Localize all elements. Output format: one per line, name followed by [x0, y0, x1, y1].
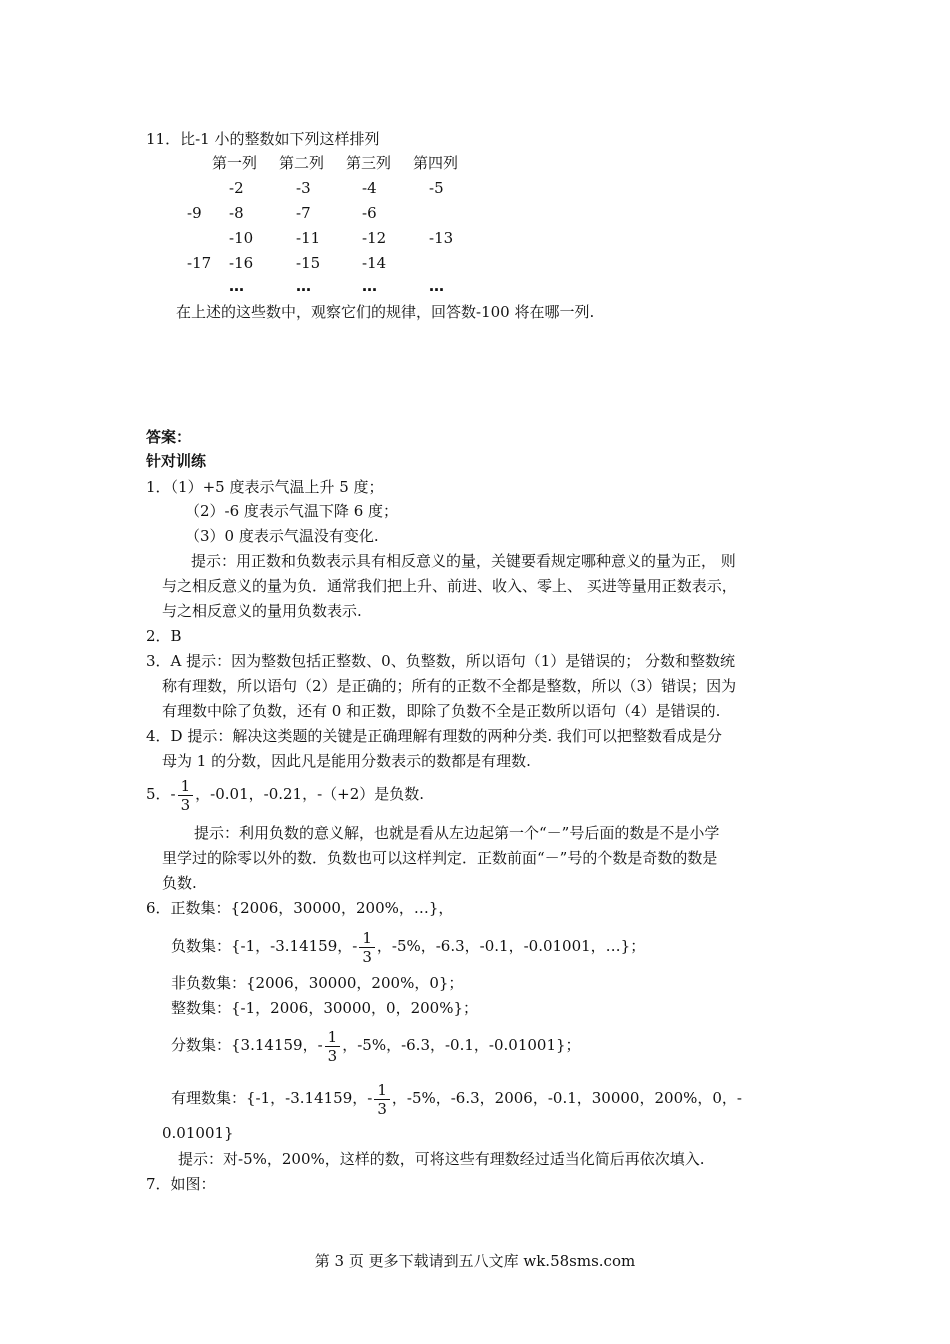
- answer-6-rational-set: [171, 1077, 742, 1119]
- answers-heading: 答案：: [146, 428, 192, 446]
- table-cell: -4: [362, 179, 377, 197]
- answer-6-text: ，-5%，-6.3，2006，-0.1，30000，200%，0，-: [391, 1089, 742, 1107]
- table-cell: -14: [362, 254, 387, 272]
- table-cell: -6: [362, 204, 377, 222]
- answer-1-line: 1．（1）+5 度表示气温上升 5 度；: [146, 478, 384, 496]
- table-cell: -2: [229, 179, 244, 197]
- fraction-denominator: 3: [180, 795, 191, 814]
- answer-2: 2．B: [146, 627, 182, 645]
- table-cell: -16: [229, 254, 254, 272]
- fraction-one-third: [325, 1028, 341, 1065]
- page-footer: 第 3 页 更多下载请到五八文库 wk.58sms.com: [314, 1252, 636, 1270]
- fraction-numerator: 1: [178, 777, 194, 796]
- answer-6-positive-set: 6．正数集：{2006，30000，200%，…}，: [146, 899, 454, 917]
- fraction-denominator: 3: [362, 947, 372, 966]
- table-cell: -11: [296, 229, 321, 247]
- table-cell: …: [362, 277, 377, 295]
- fraction-denominator: 3: [377, 1099, 387, 1118]
- table-cell: …: [296, 277, 311, 295]
- answers-subheading: 针对训练: [146, 452, 207, 470]
- q11-title: 11．比-1 小的整数如下列这样排列: [146, 130, 380, 148]
- answer-5-hint: 里学过的除零以外的数．负数也可以这样判定．正数前面“－”号的个数是奇数的数是: [162, 849, 718, 867]
- answer-3-line: 有理数中除了负数，还有 0 和正数，即除了负数不全是正数所以语句（4）是错误的.: [162, 702, 721, 720]
- answer-4-line: 母为 1 的分数，因此凡是能用分数表示的数都是有理数.: [162, 752, 531, 770]
- fraction-denominator: 3: [327, 1046, 338, 1065]
- table-cell: -17: [187, 254, 212, 272]
- answer-5-hint: 负数.: [162, 874, 197, 892]
- answer-1-hint: 与之相反意义的量为负．通常我们把上升、前进、收入、零上、 买进等量用正数表示，: [162, 577, 737, 595]
- table-header: 第一列: [212, 154, 258, 172]
- answer-5-hint: 提示：利用负数的意义解，也就是看从左边起第一个“－”号后面的数是不是小学: [194, 824, 720, 842]
- table-header: 第三列: [346, 154, 392, 172]
- fraction-one-third: [374, 1081, 390, 1118]
- answer-1-line: （2）-6 度表示气温下降 6 度；: [185, 502, 399, 520]
- answer-1-line: （3）0 度表示气温没有变化.: [185, 527, 379, 545]
- fraction-one-third: [178, 777, 194, 814]
- answer-6-hint: 提示：对-5%，200%，这样的数，可将这些有理数经过适当化简后再依次填入.: [178, 1150, 705, 1168]
- answer-6-nonnegative-set: 非负数集：{2006，30000，200%，0}；: [171, 974, 464, 992]
- answer-6-fraction-set: [171, 1024, 581, 1066]
- fraction-one-third: [359, 929, 375, 966]
- answer-1-hint: 提示：用正数和负数表示具有相反意义的量，关键要看规定哪种意义的量为正， 则: [191, 552, 736, 570]
- q11-question: 在上述的这些数中，观察它们的规律，回答数-100 将在哪一列.: [176, 303, 595, 321]
- table-cell: -10: [229, 229, 254, 247]
- answer-4-line: 4．D 提示：解决这类题的关键是正确理解有理数的两种分类. 我们可以把整数看成是分: [146, 727, 722, 745]
- table-header: 第四列: [413, 154, 459, 172]
- table-cell: -13: [429, 229, 454, 247]
- answer-6-text: ，-5%，-6.3，-0.1，-0.01001，…}；: [376, 937, 646, 955]
- answer-6-text: 有理数集：{-1，-3.14159，-: [171, 1089, 373, 1107]
- answer-1-hint: 与之相反意义的量用负数表示.: [162, 602, 362, 620]
- answer-5-prefix: 5．-: [146, 785, 176, 803]
- answer-3-line: 3．A 提示：因为整数包括正整数、0、负整数，所以语句（1）是错误的； 分数和整数统: [146, 652, 736, 670]
- table-cell: …: [229, 277, 244, 295]
- fraction-numerator: 1: [374, 1081, 390, 1100]
- answer-6-negative-set: [171, 925, 645, 967]
- table-cell: -9: [187, 204, 202, 222]
- answer-6-integer-set: 整数集：{-1，2006，30000，0，200%}；: [171, 999, 479, 1017]
- answer-6-rational-set-cont: 0.01001}: [162, 1124, 234, 1142]
- answer-3-line: 称有理数，所以语句（2）是正确的；所有的正数不全都是整数，所以（3）错误；因为: [162, 677, 737, 695]
- answer-7: 7．如图：: [146, 1175, 216, 1193]
- table-cell: -8: [229, 204, 244, 222]
- answer-6-text: 分数集：{3.14159，-: [171, 1036, 323, 1054]
- table-cell: -12: [362, 229, 387, 247]
- table-cell: -15: [296, 254, 321, 272]
- fraction-numerator: 1: [325, 1028, 341, 1047]
- table-cell: -3: [296, 179, 311, 197]
- fraction-numerator: 1: [359, 929, 375, 948]
- table-cell: …: [429, 277, 444, 295]
- answer-6-text: ，-5%，-6.3，-0.1，-0.01001}；: [342, 1036, 581, 1054]
- answer-6-text: 负数集：{-1，-3.14159，-: [171, 937, 358, 955]
- answer-5-rest: ，-0.01，-0.21，-（+2）是负数.: [195, 785, 425, 803]
- table-cell: -5: [429, 179, 444, 197]
- table-header: 第二列: [279, 154, 325, 172]
- table-cell: -7: [296, 204, 311, 222]
- answer-5-line: [146, 773, 424, 815]
